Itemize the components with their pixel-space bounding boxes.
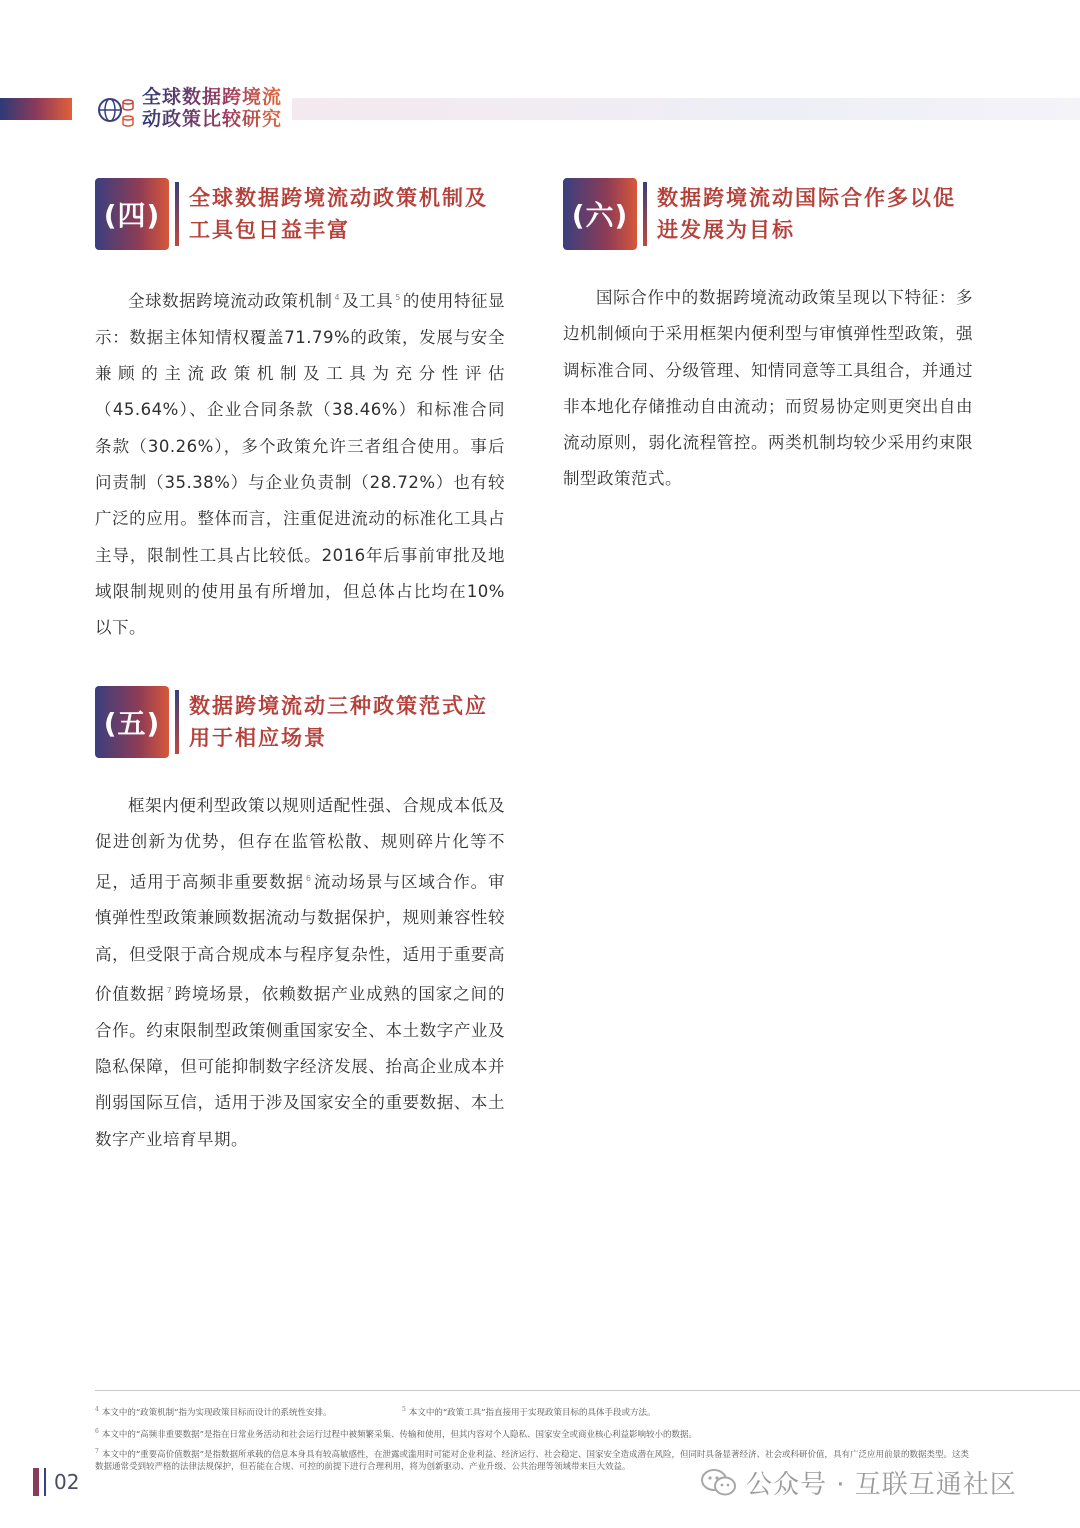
page-number-accent-thin — [44, 1468, 46, 1496]
header-title — [142, 86, 282, 130]
section-four-body — [95, 280, 505, 646]
page-number: 02 — [54, 1470, 80, 1494]
footnote-5-number: 5 — [402, 1406, 406, 1413]
header-accent-bar-left — [0, 98, 72, 120]
section-five-title: 数据跨境流动三种政策范式应用于相应场景 — [189, 694, 488, 750]
section-five-text-1: 框架内便利型政策以规则适配性强、合规成本低及促进创新为优势，但存在监管松散、规则碎片化等不足，适用于高频非重要数据 — [95, 796, 505, 892]
header-title-line2: 动政策比较研究 — [142, 108, 283, 130]
header-title-line1: 全球数据跨境流 — [142, 86, 283, 108]
section-four-number: (四) — [95, 178, 169, 250]
section-five-text-3: 跨境场景，依赖数据产业成熟的国家之间的合作。约束限制型政策侧重国家安全、本土数字产业及隐私保障，但可能抑制数字经济发展、抬高企业成本并削弱国际互信，适用于涉及国家安全的重要数据、本土数字产业培育早期。 — [95, 984, 506, 1149]
footnote-7-number: 7 — [95, 1448, 99, 1455]
footnote-ref-7: 7 — [166, 985, 173, 995]
section-six-heading — [563, 178, 977, 250]
footnote-divider — [95, 1390, 1080, 1391]
section-six-text: 国际合作中的数据跨境流动政策呈现以下特征：多边机制倾向于采用框架内便利型与审慎弹性型政策，强调标准合同、分级管理、知情同意等工具组合，并通过非本地化存储推动自由流动；而贸易协定则更突出自由流动原则，弱化流程管控。两类机制均较少采用约束限制型政策范式。 — [563, 288, 973, 489]
footnote-ref-5: 5 — [395, 293, 401, 302]
section-divider-bar — [643, 182, 647, 246]
section-four-text-1: 全球数据跨境流动政策机制 — [128, 291, 333, 311]
footnote-4-text: 本文中的“政策机制”指为实现政策目标而设计的系统性安排。 — [101, 1407, 332, 1418]
section-four-heading — [95, 178, 509, 250]
footnote-ref-4: 4 — [334, 293, 341, 302]
footnote-6-number: 6 — [95, 1428, 99, 1435]
footnote-6 — [95, 1426, 975, 1441]
section-four-text-2: 及工具 — [342, 291, 394, 311]
watermark-text: 公众号 · 互联互通社区 — [746, 1470, 1017, 1500]
globe-database-icon — [96, 90, 136, 130]
wechat-icon — [700, 1468, 738, 1498]
footnote-4 — [95, 1404, 395, 1419]
section-six-title: 数据跨境流动国际合作多以促进发展为目标 — [657, 186, 956, 242]
watermark — [700, 1464, 1017, 1501]
section-five-heading — [95, 686, 509, 758]
section-six-body — [563, 280, 973, 498]
footnote-6-text: 本文中的“高频非重要数据”是指在日常业务活动和社会运行过程中被频繁采集、传输和使用，但其内容对个人隐私、国家安全或商业核心利益影响较小的数据。 — [101, 1429, 698, 1440]
footnote-ref-6: 6 — [305, 873, 312, 883]
section-four-title: 全球数据跨境流动政策机制及工具包日益丰富 — [189, 186, 488, 242]
section-five-number: (五) — [95, 686, 169, 758]
footnote-7-text: 本文中的“重要高价值数据”是指数据所承载的信息本身具有较高敏感性，在泄露或滥用时可能对企业利益、经济运行、社会稳定、国家安全造成潜在风险，但同时具备显著经济、社会或科研价值，具有广泛应用前景的数据类型。这类数据通常受到较严格的法律法规保护，但若能在合规、可控的前提下进行合理利用，将为创新驱动、产业升级、公共治理等领域带来巨大效益。 — [95, 1449, 970, 1472]
footnote-5-text: 本文中的“政策工具”指直接用于实现政策目标的具体手段或方法。 — [408, 1407, 656, 1418]
header-accent-bar-right — [292, 98, 1080, 120]
section-divider-bar — [175, 182, 179, 246]
section-six-number: (六) — [563, 178, 637, 250]
footnote-5 — [402, 1404, 802, 1419]
section-five-text-2: 流动场景与区域合作。审慎弹性型政策兼顾数据流动与数据保护，规则兼容性较高，但受限于高合规成本与程序复杂性，适用于重要高价值数据 — [95, 872, 506, 1004]
footnote-4-number: 4 — [95, 1406, 99, 1413]
page-number-accent — [33, 1468, 39, 1496]
section-divider-bar — [175, 690, 179, 754]
section-four-text-3: 的使用特征显示：数据主体知情权覆盖71.79%的政策，发展与安全兼顾的主流政策机制及工具为充分性评估（45.64%）、企业合同条款（38.46%）和标准合同条款（30.26%），多个政策允许三者组合使用。事后问责制（35.38%）与企业负责制（28.72%）也有较广泛的应用。整体而言，注重促进流动的标准化工具占主导，限制性工具占比较低。2016年后事前审批及地域限制规则的使用虽有所增加，但总体占比均在10%以下。 — [95, 291, 506, 638]
section-five-body — [95, 788, 505, 1158]
